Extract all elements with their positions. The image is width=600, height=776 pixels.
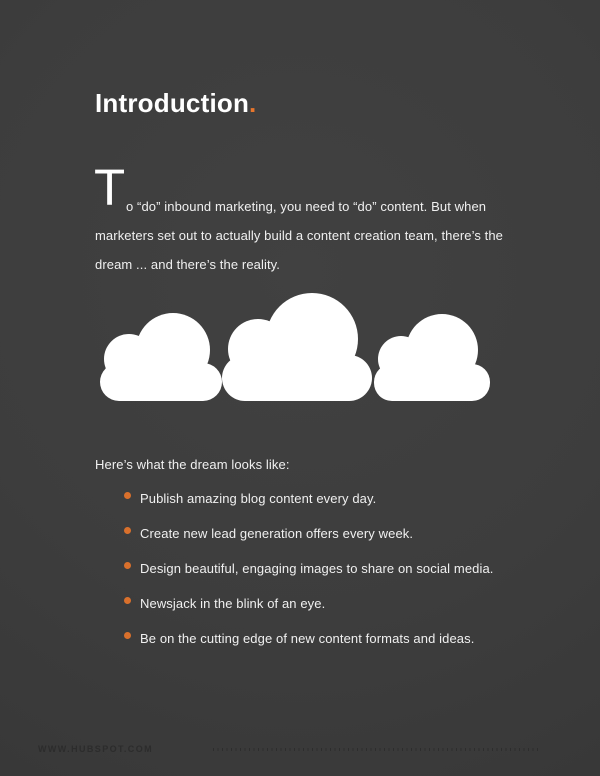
intro-paragraph: [95, 192, 510, 279]
cloud-icon: [100, 313, 222, 401]
list-item-text: Be on the cutting edge of new content formats and ideas.: [140, 631, 475, 646]
list-item-text: Newsjack in the blink of an eye.: [140, 596, 326, 611]
cloud-icon: [222, 293, 372, 401]
bullet-icon: [124, 632, 131, 639]
list-item: [124, 630, 494, 647]
footer-website-label: WWW.HUBSPOT.COM: [38, 744, 153, 754]
bullet-icon: [124, 492, 131, 499]
dotted-divider: [213, 748, 538, 751]
dropcap: T: [94, 159, 126, 216]
bullet-icon: [124, 597, 131, 604]
dream-list: [124, 490, 494, 665]
bullet-icon: [124, 562, 131, 569]
page-title: [95, 88, 256, 119]
intro-line: o “do” inbound marketing, you need to “do” content. But when: [126, 199, 487, 214]
bullet-icon: [124, 527, 131, 534]
list-item-text: Publish amazing blog content every day.: [140, 491, 377, 506]
list-item-text: Create new lead generation offers every week.: [140, 526, 414, 541]
list-item: [124, 490, 494, 507]
cloud-icon: [374, 314, 490, 401]
intro-line: dream ... and there’s the reality.: [95, 257, 281, 272]
title-period: .: [249, 88, 257, 118]
dream-heading: Here’s what the dream looks like:: [95, 457, 290, 472]
list-item: [124, 560, 494, 577]
list-item-text: Design beautiful, engaging images to share on social media.: [140, 561, 494, 576]
list-item: [124, 595, 494, 612]
list-item: [124, 525, 494, 542]
intro-line: marketers set out to actually build a content creation team, there’s the: [95, 228, 504, 243]
title-text: Introduction: [95, 88, 250, 118]
